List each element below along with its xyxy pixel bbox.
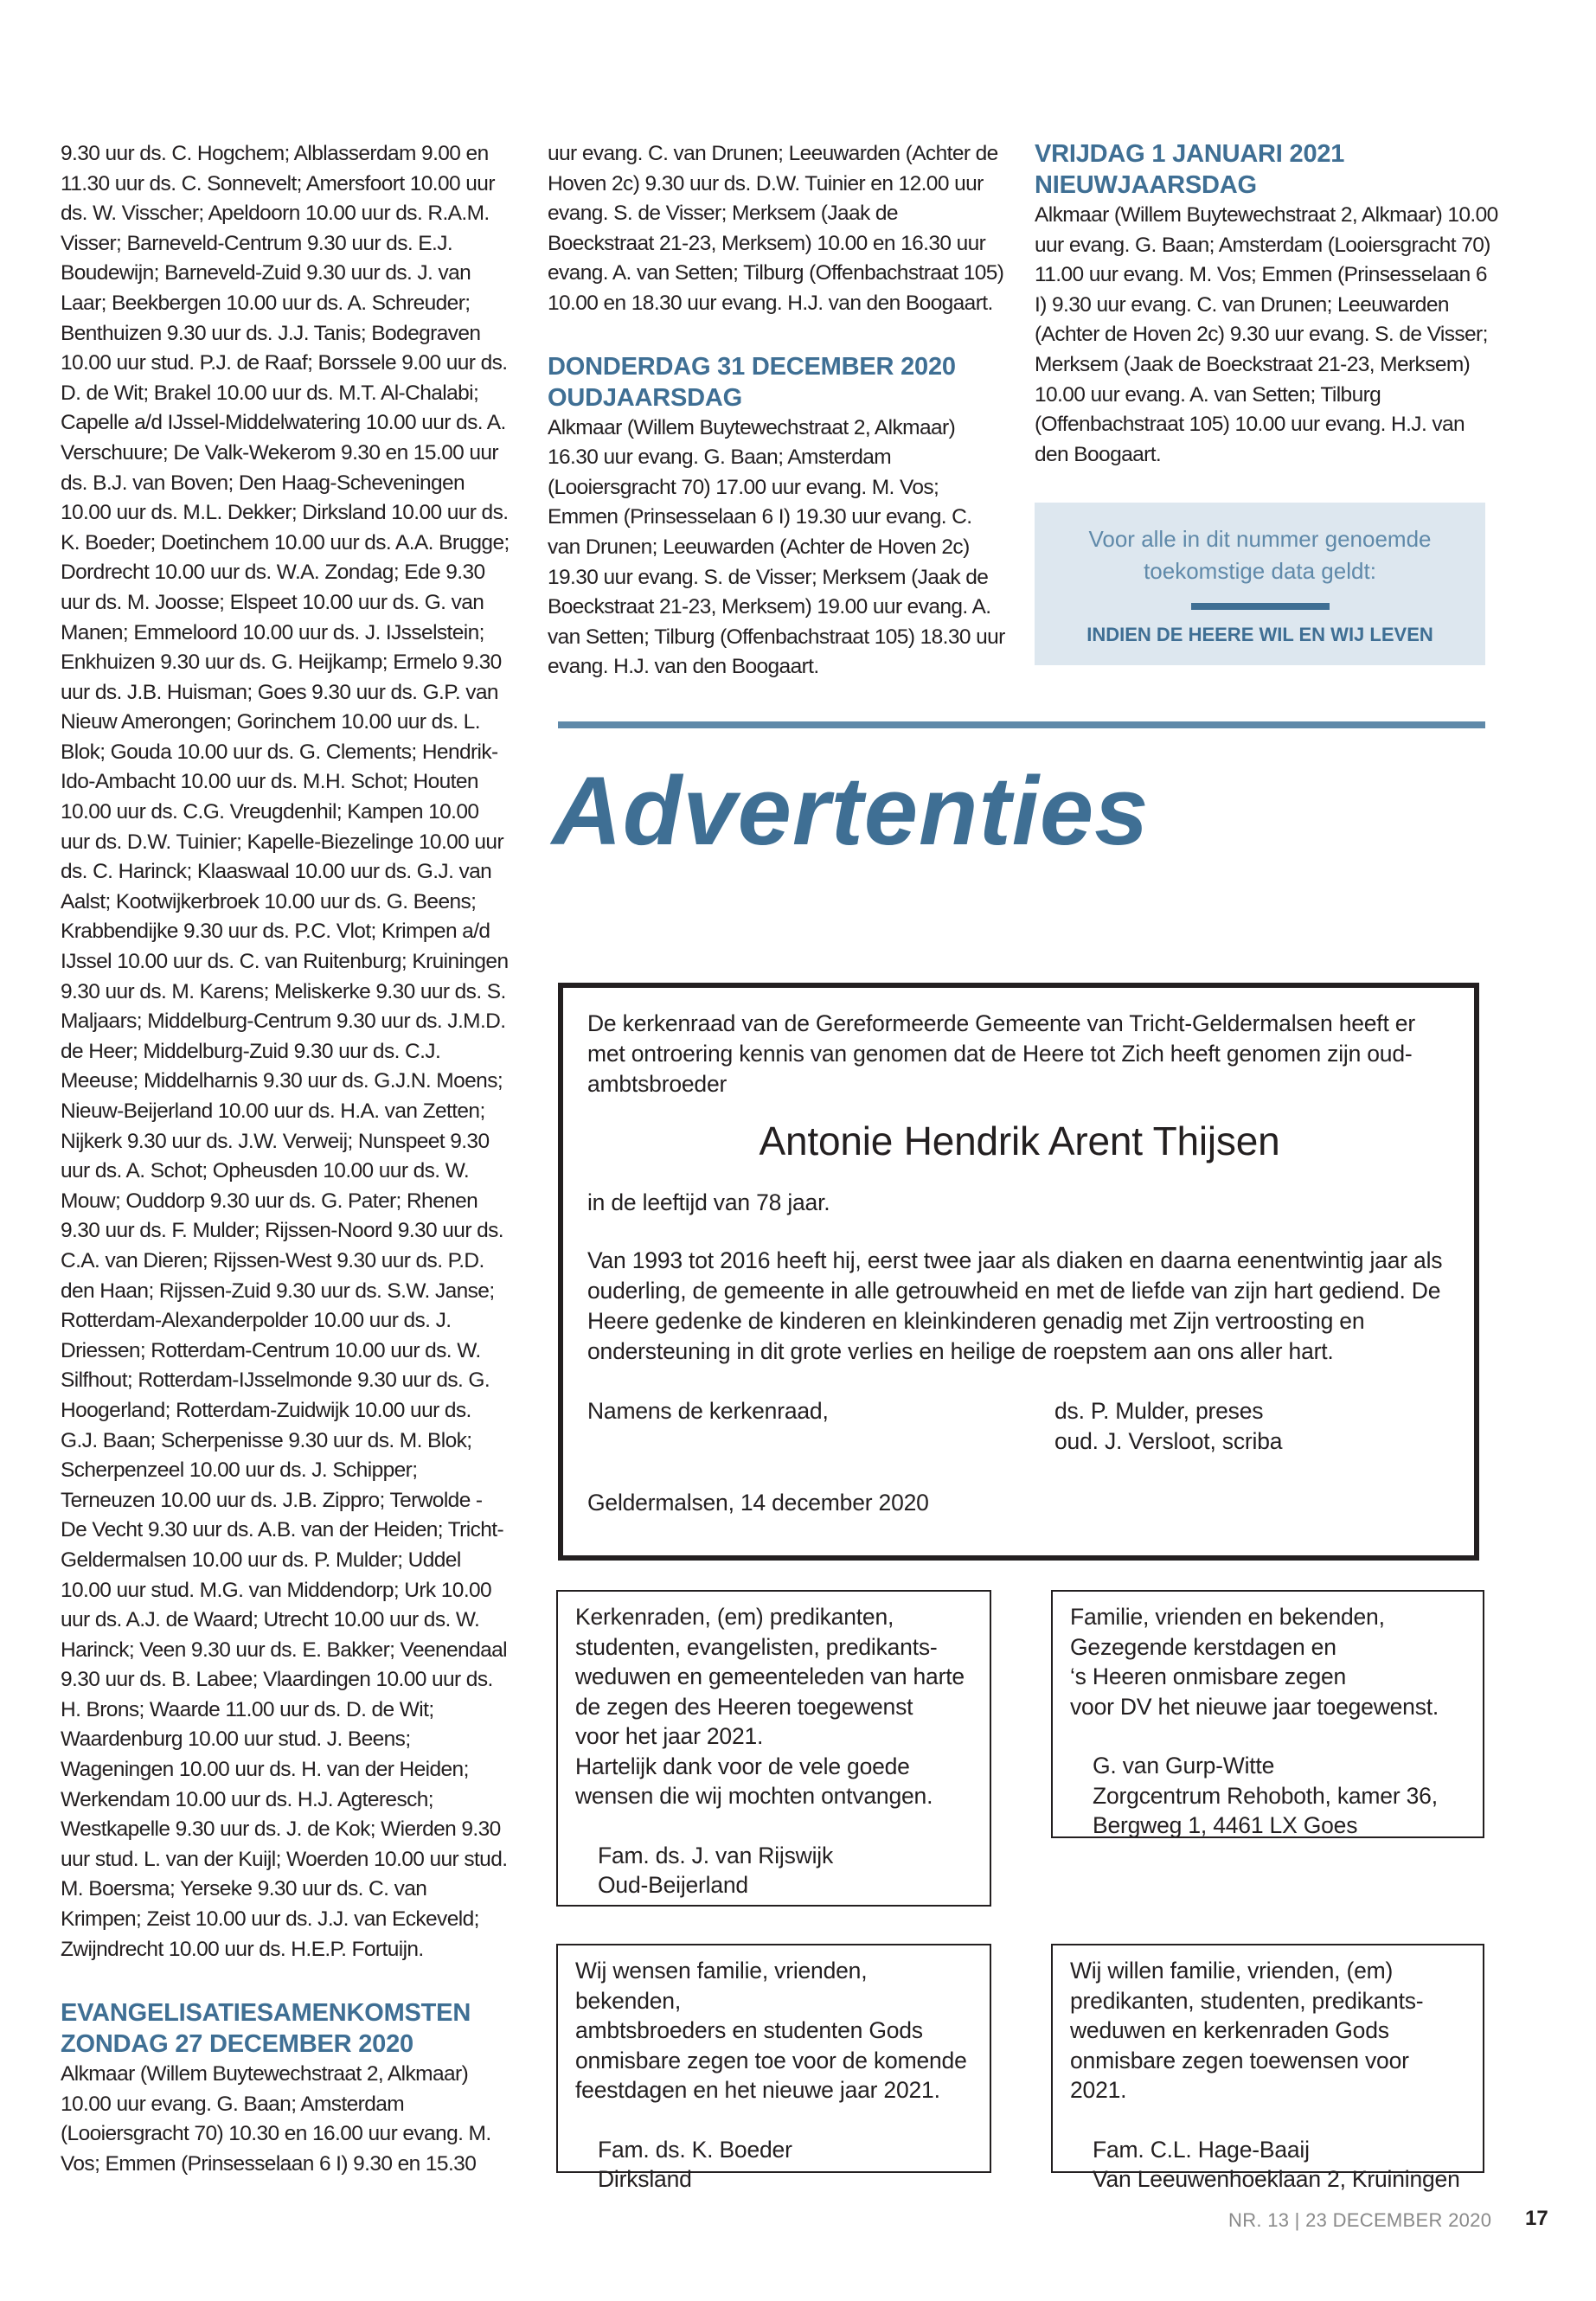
callout-text <box>1035 523 1485 587</box>
callout-line1: Voor alle in dit nummer genoemde <box>1088 526 1432 552</box>
evangelisation-heading-line2: ZONDAG 27 DECEMBER 2020 <box>61 2030 413 2059</box>
oudjaarsdag-heading-line2: OUDJAARSDAG <box>548 383 742 412</box>
obituary-signature <box>587 1396 1452 1457</box>
ad-signature-address: Van Leeuwenhoeklaan 2, Kruiningen <box>1093 2166 1460 2192</box>
ad-line: wensen die wij mochten ontvangen. <box>575 1783 933 1809</box>
obituary-age: in de leeftijd van 78 jaar. <box>587 1189 830 1215</box>
greeting-ad-hage-baaij <box>1051 1944 1484 2192</box>
ad-signature-place: Oud-Beijerland <box>598 1872 748 1898</box>
callout-line2: toekomstige data geldt: <box>1144 558 1376 584</box>
ad-line: de zegen des Heeren toegewenst <box>575 1693 913 1720</box>
ad-line: Kerkenraden, (em) predikanten, <box>575 1604 894 1630</box>
ad-signature-address: Bergweg 1, 4461 LX Goes <box>1093 1812 1358 1838</box>
nieuwjaarsdag-heading-line2: NIEUWJAARSDAG <box>1035 171 1257 199</box>
nieuwjaarsdag-text: Alkmaar (Willem Buytewechstraat 2, Alkmaar) 10.00 uur evang. G. Baan; Amsterdam (Looiersgracht 70) 11.00 uur evang. M. Vos; Emmen (Prinsesselaan 6 I) 9.30 uur evang. C. van Drunen; Leeuwarden (Achter de Hoven 2c) 9.30 uur evang. S. de Visser; Merksem (Jaak de Boeckstraat 21-23, Merksem) 10.00 uur evang. A. van Setten; Tilburg (Offenbachstraat 105) 10.00 uur evang. H.J. van den Boogaart. <box>1035 203 1498 466</box>
ad-line: Gezegende kerstdagen en <box>1070 1633 1336 1660</box>
section-title: Advertenties <box>552 757 1150 865</box>
obituary-place-date: Geldermalsen, 14 december 2020 <box>587 1490 929 1516</box>
ad-line: Hartelijk dank voor de vele goede <box>575 1753 910 1779</box>
ad-line: weduwen en kerkenraden Gods <box>1070 2017 1389 2043</box>
nieuwjaarsdag-heading-line1: VRIJDAG 1 JANUARI 2021 <box>1035 140 1345 168</box>
ad-signature: G. van Gurp-Witte <box>1093 1753 1275 1779</box>
oudjaarsdag-text: Alkmaar (Willem Buytewechstraat 2, Alkmaar) 16.30 uur evang. G. Baan; Amsterdam (Looiersgracht 70) 17.00 uur evang. M. Vos; Emmen (Prinsesselaan 6 I) 19.30 uur evang. C. van Drunen; Leeuwarden (Achter de Hoven 2c) 19.30 uur evang. S. de Visser; Merksem (Jaak de Boeckstraat 21-23, Merksem) 19.00 uur evang. A. van Setten; Tilburg (Offenbachstraat 105) 18.30 uur evang. H.J. van den Boogaart. <box>548 415 1005 679</box>
callout-slogan: INDIEN DE HEERE WIL EN WIJ LEVEN <box>1086 624 1433 645</box>
signature-left: Namens de kerkenraad, <box>587 1398 829 1424</box>
ad-signature-address: Zorgcentrum Rehoboth, kamer 36, <box>1093 1782 1438 1809</box>
ad-line: Wij wensen familie, vrienden, bekenden, <box>575 1958 868 2014</box>
ad-signature: Fam. C.L. Hage-Baaij <box>1093 2136 1310 2163</box>
evangelisation-text: Alkmaar (Willem Buytewechstraat 2, Alkmaar) 10.00 uur evang. G. Baan; Amsterdam (Looiersgracht 70) 10.30 en 16.00 uur evang. M. Vos; Emmen (Prinsesselaan 6 I) 9.30 en 15.30 <box>61 2062 491 2176</box>
signature-scriba: oud. J. Versloot, scriba <box>1054 1428 1283 1454</box>
ad-line: onmisbare zegen toe voor de komende <box>575 2047 967 2073</box>
greeting-ad-boeder <box>556 1944 991 2192</box>
page-number: 17 <box>1525 2207 1548 2230</box>
obituary-intro: De kerkenraad van de Gereformeerde Gemeente van Tricht-Geldermalsen heeft er met ontroering kennis van genomen dat de Heere tot Zich heeft genomen zijn oud-ambtsbroeder <box>587 1010 1415 1097</box>
ad-line: studenten, evangelisten, predikants- <box>575 1633 938 1660</box>
ad-signature: Fam. ds. J. van Rijswijk <box>598 1842 834 1868</box>
ad-line: feestdagen en het nieuwe jaar 2021. <box>575 2077 940 2103</box>
signature-preses: ds. P. Mulder, preses <box>1054 1398 1264 1424</box>
obituary-advertisement <box>558 983 1479 1561</box>
deceased-name: Antonie Hendrik Arent Thijsen <box>759 1118 1280 1163</box>
callout-divider <box>1191 603 1330 610</box>
signature-right <box>1054 1396 1282 1457</box>
ad-line: ambtsbroeders en studenten Gods <box>575 2017 923 2043</box>
ad-line: voor DV het nieuwe jaar toegewenst. <box>1070 1693 1439 1720</box>
ad-line: ‘s Heeren onmisbare zegen <box>1070 1663 1347 1689</box>
evangelisation-heading <box>61 1997 510 2060</box>
column-left <box>61 139 510 2180</box>
obituary-body: Van 1993 tot 2016 heeft hij, eerst twee jaar als diaken en daarna eenentwintig jaar als ouderling, de gemeente in alle getrouwheid en met de liefde van zijn hart gediend. De Heere gedenke de kinderen en kleinkinderen genadig met Zijn vertroosting en ondersteuning in dit grote verlies en heilige de roepstem aan ons aller hart. <box>587 1247 1443 1364</box>
evangelisation-heading-line1: EVANGELISATIESAMENKOMSTEN <box>61 1999 471 2028</box>
ad-line: predikanten, studenten, predikants- <box>1070 1987 1424 2014</box>
column-middle <box>548 139 1006 683</box>
column-right <box>1035 138 1502 470</box>
nieuwjaarsdag-heading <box>1035 138 1502 201</box>
ad-line: Familie, vrienden en bekenden, <box>1070 1604 1385 1630</box>
future-dates-callout <box>1035 503 1485 665</box>
oudjaarsdag-heading-line1: DONDERDAG 31 DECEMBER 2020 <box>548 352 956 381</box>
greeting-ad-van-gurp <box>1051 1590 1484 1838</box>
services-continuation: uur evang. C. van Drunen; Leeuwarden (Achter de Hoven 2c) 9.30 uur ds. D.W. Tuinier en 12.00 uur evang. S. de Visser; Merksem (Jaak de Boeckstraat 21-23, Merksem) 10.00 en 16.30 uur evang. A. van Setten; Tilburg (Offenbachstraat 105) 10.00 en 18.30 uur evang. H.J. van den Boogaart. <box>548 142 1004 315</box>
ad-line: Wij willen familie, vrienden, (em) <box>1070 1958 1394 1984</box>
issue-info: NR. 13 | 23 DECEMBER 2020 <box>1228 2209 1492 2231</box>
section-divider <box>558 721 1485 728</box>
greeting-ad-rijswijk <box>556 1590 991 1907</box>
oudjaarsdag-heading <box>548 351 1006 413</box>
ad-signature-place: Dirksland <box>598 2166 692 2192</box>
ad-signature: Fam. ds. K. Boeder <box>598 2136 792 2163</box>
ad-line: weduwen en gemeenteleden van harte <box>575 1663 965 1689</box>
ad-line: onmisbare zegen toewensen voor 2021. <box>1070 2047 1409 2103</box>
church-services-list: 9.30 uur ds. C. Hogchem; Alblasserdam 9.00 en 11.30 uur ds. C. Sonnevelt; Amersfoort 10.00 uur ds. W. Visscher; Apeldoorn 10.00 uur ds. R.A.M. Visser; Barneveld-Centrum 9.30 uur ds. E.J. Boudewijn; Barneveld-Zuid 9.30 uur ds. J. van Laar; Beekbergen 10.00 uur ds. A. Schreuder; Benthuizen 9.30 uur ds. J.J. Tanis; Bodegraven 10.00 uur stud. P.J. de Raaf; Borssele 9.00 uur ds. D. de Wit; Brakel 10.00 uur ds. M.T. Al-Chalabi; Capelle a/d IJssel-Middelwatering 10.00 uur ds. A. Verschuure; De Valk-Wekerom 9.30 en 15.00 uur ds. B.J. van Boven; Den Haag-Scheveningen 10.00 uur ds. M.L. Dekker; Dirksland 10.00 uur ds. K. Boeder; Doetinchem 10.00 uur ds. A.A. Brugge; Dordrecht 10.00 uur ds. W.A. Zondag; Ede 9.30 uur ds. M. Joosse; Elspeet 10.00 uur ds. G. van Manen; Emmeloord 10.00 uur ds. J. IJsselstein; Enkhuizen 9.30 uur ds. G. Heijkamp; Ermelo 9.30 uur ds. J.B. Huisman; Goes 9.30 uur ds. G.P. van Nieuw Amerongen; Gorinchem 10.00 uur ds. L. Blok; Gouda 10.00 uur ds. G. Clements; Hendrik-Ido-Ambacht 10.00 uur ds. M.H. Schot; Houten 10.00 uur ds. C.G. Vreugdenhil; Kampen 10.00 uur ds. D.W. Tuinier; Kapelle-Biezelinge 10.00 uur ds. C. Harinck; Klaaswaal 10.00 uur ds. G.J. van Aalst; Kootwijkerbroek 10.00 uur ds. G. Beens; Krabbendijke 9.30 uur ds. P.C. Vlot; Krimpen a/d IJssel 10.00 uur ds. C. van Ruitenburg; Kruiningen 9.30 uur ds. M. Karens; Meliskerke 9.30 uur ds. S. Maljaars; Middelburg-Centrum 9.30 uur ds. J.M.D. de Heer; Middelburg-Zuid 9.30 uur ds. C.J. Meeuse; Middelharnis 9.30 uur ds. G.J.N. Moens; Nieuw-Beijerland 10.00 uur ds. H.A. van Zetten; Nijkerk 9.30 uur ds. J.W. Verweij; Nunspeet 9.30 uur ds. A. Schot; Opheusden 10.00 uur ds. W. Mouw; Ouddorp 9.30 uur ds. G. Pater; Rhenen 9.30 uur ds. F. Mulder; Rijssen-Noord 9.30 uur ds. C.A. van Dieren; Rijssen-West 9.30 uur ds. P.D. den Haan; Rijssen-Zuid 9.30 uur ds. S.W. Janse; Rotterdam-Alexanderpolder 10.00 uur ds. J. Driessen; Rotterdam-Centrum 10.00 uur ds. W. Silfhout; Rotterdam-IJsselmonde 9.30 uur ds. G. Hoogerland; Rotterdam-Zuidwijk 10.00 uur ds. G.J. Baan; Scherpenisse 9.30 uur ds. M. Blok; Scherpenzeel 10.00 uur ds. J. Schipper; Terneuzen 10.00 uur ds. J.B. Zippro; Terwolde - De Vecht 9.30 uur ds. A.B. van der Heiden; Tricht-Geldermalsen 10.00 uur ds. P. Mulder; Uddel 10.00 uur stud. M.G. van Middendorp; Urk 10.00 uur ds. A.J. de Waard; Utrecht 10.00 uur ds. W. Harinck; Veen 9.30 uur ds. E. Bakker; Veenendaal 9.30 uur ds. B. Labee; Vlaardingen 10.00 uur ds. H. Brons; Waarde 11.00 uur ds. D. de Wit; Waardenburg 10.00 uur stud. J. Beens; Wageningen 10.00 uur ds. H. van der Heiden; Werkendam 10.00 uur ds. H.J. Agteresch; Westkapelle 9.30 uur ds. J. de Kok; Wierden 9.30 uur stud. L. van der Kuijl; Woerden 10.00 uur stud. M. Boersma; Yerseke 9.30 uur ds. C. van Krimpen; Zeist 10.00 uur ds. J.J. van Eckeveld; Zwijndrecht 10.00 uur ds. H.E.P. Fortuijn. <box>61 142 510 1961</box>
ad-line: voor het jaar 2021. <box>575 1723 764 1749</box>
